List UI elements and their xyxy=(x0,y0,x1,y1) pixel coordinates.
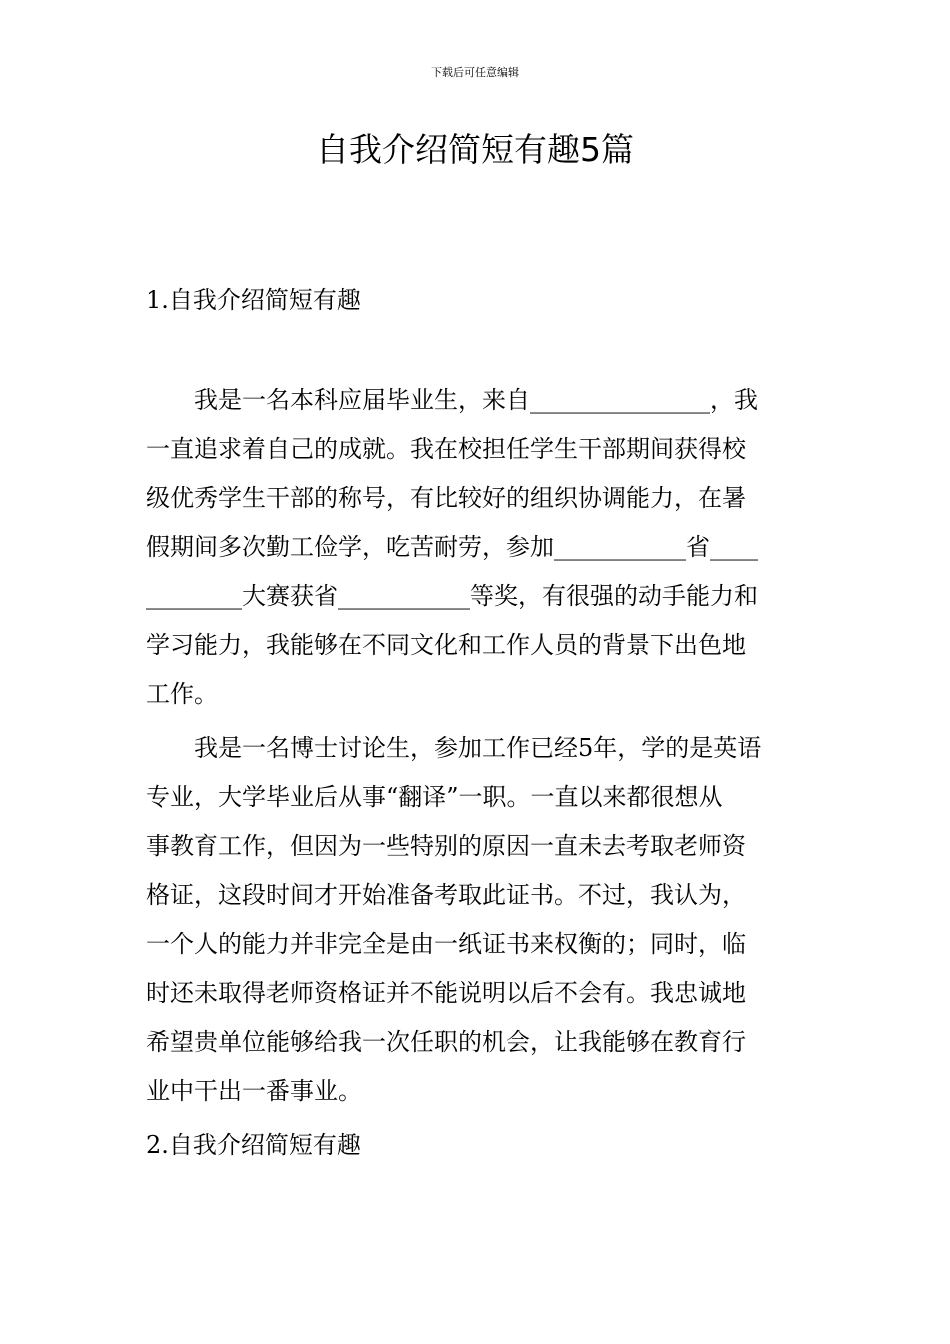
paragraph-line: 专业，大学毕业后从事“翻译”一职。一直以来都很想从 xyxy=(146,783,723,811)
section-heading-2: 2.自我介绍简短有趣 xyxy=(146,1131,361,1159)
paragraph-line: 事教育工作，但因为一些特别的原因一直未去考取老师资 xyxy=(146,832,746,860)
paragraph-line: 格证，这段时间才开始准备考取此证书。不过，我认为， xyxy=(146,881,746,909)
paragraph-line: 我是一名博士讨论生，参加工作已经5年，学的是英语 xyxy=(146,734,762,762)
paragraph-line: 我是一名本科应届毕业生，来自_______________，我 xyxy=(146,386,758,414)
paragraph-line: 时还未取得老师资格证并不能说明以后不会有。我忠诚地 xyxy=(146,979,746,1007)
paragraph-line: 希望贵单位能够给我一次任职的机会，让我能够在教育行 xyxy=(146,1028,746,1056)
paragraph-line: 学习能力，我能够在不同文化和工作人员的背景下出色地 xyxy=(146,631,746,659)
paragraph-line: 工作。 xyxy=(146,680,218,708)
paragraph-line: 一个人的能力并非完全是由一纸证书来权衡的；同时，临 xyxy=(146,930,746,958)
document-title: 自我介绍简短有趣5篇 xyxy=(316,130,634,169)
paragraph-line: 级优秀学生干部的称号，有比较好的组织协调能力，在暑 xyxy=(146,484,746,512)
section-heading-1: 1.自我介绍简短有趣 xyxy=(146,286,361,314)
paragraph-line: ________大赛获省___________等奖，有很强的动手能力和 xyxy=(146,582,758,610)
paragraph-line: 一直追求着自己的成就。我在校担任学生干部期间获得校 xyxy=(146,435,746,463)
paragraph-line: 业中干出一番事业。 xyxy=(146,1077,362,1105)
header-note: 下载后可任意编辑 xyxy=(431,66,519,79)
paragraph-line: 假期间多次勤工俭学，吃苦耐劳，参加___________省____ xyxy=(146,533,758,561)
